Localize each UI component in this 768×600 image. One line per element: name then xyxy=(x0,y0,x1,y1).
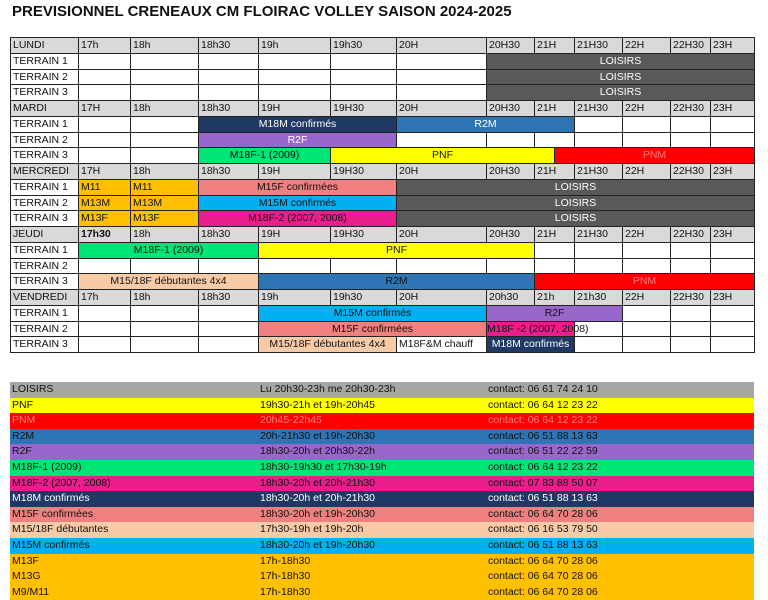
empty-slot xyxy=(396,69,487,86)
legend-contact: contact: 06 51 88 13 63 xyxy=(488,429,598,442)
time-header: 18h30 xyxy=(198,289,259,306)
empty-slot xyxy=(330,84,397,101)
empty-slot xyxy=(78,69,131,86)
legend-row xyxy=(10,460,754,476)
terrain-label: TERRAIN 3 xyxy=(10,84,79,101)
empty-slot xyxy=(670,116,711,133)
terrain-label: TERRAIN 3 xyxy=(10,273,79,290)
legend-hours: 17h-18h30 xyxy=(260,570,311,583)
terrain-label: TERRAIN 1 xyxy=(10,116,79,133)
empty-slot xyxy=(534,132,575,149)
legend-contact: contact: 06 64 70 28 06 xyxy=(488,507,598,520)
time-header: 17H xyxy=(78,100,131,117)
slot-block: M15/18F débutantes 4x4 xyxy=(78,273,259,290)
time-header: 22H xyxy=(622,289,671,306)
time-header: 19H30 xyxy=(330,100,397,117)
slot-block: M13M xyxy=(78,195,131,212)
time-header: 17H xyxy=(78,163,131,180)
empty-slot xyxy=(670,321,711,338)
time-header: 20H30 xyxy=(486,226,535,243)
empty-slot xyxy=(130,258,199,275)
empty-slot xyxy=(396,132,487,149)
day-header: MARDI xyxy=(10,100,79,117)
empty-slot xyxy=(130,84,199,101)
empty-slot xyxy=(622,242,671,259)
empty-slot xyxy=(330,53,397,70)
legend-row xyxy=(10,522,754,538)
time-header: 22H30 xyxy=(670,289,711,306)
legend-contact: contact: 06 64 70 28 06 xyxy=(488,554,598,567)
empty-slot xyxy=(198,84,259,101)
time-header: 23H xyxy=(710,100,755,117)
empty-slot xyxy=(622,305,671,322)
legend-row xyxy=(10,554,754,570)
legend-team: M18M confirmés xyxy=(12,492,90,505)
time-header: 18h xyxy=(130,163,199,180)
legend-team: M9/M11 xyxy=(12,585,50,598)
legend-contact: contact: 06 16 53 79 50 xyxy=(488,523,598,536)
legend-contact: contact: 07 83 88 50 07 xyxy=(488,476,598,489)
legend-row xyxy=(10,507,754,523)
legend-hours: 20h45-22h45 xyxy=(260,414,322,427)
empty-slot xyxy=(78,53,131,70)
legend-hours: 18h30-19h30 et 17h30-19h xyxy=(260,461,387,473)
legend-row xyxy=(10,413,754,429)
time-header: 22H xyxy=(622,226,671,243)
empty-slot xyxy=(198,321,259,338)
time-header: 23H xyxy=(710,289,755,306)
legend-row xyxy=(10,569,754,585)
time-header: 21H xyxy=(534,37,575,54)
empty-slot xyxy=(622,132,671,149)
time-header: 22H xyxy=(622,100,671,117)
empty-slot xyxy=(486,258,535,275)
empty-slot xyxy=(78,258,131,275)
terrain-label: TERRAIN 2 xyxy=(10,258,79,275)
empty-slot xyxy=(670,305,711,322)
empty-slot xyxy=(130,132,199,149)
legend-row xyxy=(10,429,754,445)
time-header: 18h xyxy=(130,100,199,117)
time-header: 20H xyxy=(396,100,487,117)
legend-contact: contact: 06 51 88 13 63 xyxy=(488,539,598,551)
empty-slot xyxy=(710,258,755,275)
empty-slot xyxy=(198,53,259,70)
legend-row xyxy=(10,538,754,554)
slot-block: M18M confirmés xyxy=(486,336,575,353)
slot-block: M15M confirmés xyxy=(258,305,487,322)
terrain-label: TERRAIN 1 xyxy=(10,53,79,70)
legend-team: M15F confirmées xyxy=(12,507,94,520)
legend-team: M15/18F débutantes xyxy=(12,523,109,536)
empty-slot xyxy=(574,336,623,353)
slot-block: M18F-2 (2007, 2008) xyxy=(198,210,397,227)
time-header: 22H xyxy=(622,37,671,54)
legend-hours: 18h30-20h et 20h30-22h xyxy=(260,445,376,458)
time-header: 19H xyxy=(258,226,331,243)
slot-block: R2F xyxy=(486,305,623,322)
empty-slot xyxy=(130,69,199,86)
empty-slot xyxy=(258,69,331,86)
legend-hours: 20h-21h30 et 19h-20h30 xyxy=(260,429,376,442)
empty-slot xyxy=(574,116,623,133)
legend-contact: contact: 06 51 88 13 63 xyxy=(488,492,598,505)
slot-block: M11 xyxy=(130,179,199,196)
legend-row xyxy=(10,491,754,507)
empty-slot xyxy=(198,336,259,353)
legend-hours: 19h30-21h et 19h-20h45 xyxy=(260,398,376,411)
page-title: PREVISIONNEL CRENEAUX CM FLOIRAC VOLLEY SAISON 2024-2025 xyxy=(12,3,512,20)
legend-hours: Lu 20h30-23h me 20h30-23h xyxy=(260,383,396,395)
time-header: 20H30 xyxy=(486,37,535,54)
time-header: 21h30 xyxy=(574,289,623,306)
empty-slot xyxy=(574,242,623,259)
empty-slot xyxy=(574,258,623,275)
empty-slot xyxy=(78,321,131,338)
slot-block: LOISIRS xyxy=(486,53,755,70)
time-header: 18h30 xyxy=(198,226,259,243)
legend-team: M18F-2 (2007, 2008) xyxy=(12,476,111,489)
legend-team: R2F xyxy=(12,445,32,458)
empty-slot xyxy=(330,258,397,275)
empty-slot xyxy=(258,53,331,70)
time-header: 18h30 xyxy=(198,100,259,117)
empty-slot xyxy=(710,242,755,259)
empty-slot xyxy=(396,258,487,275)
empty-slot xyxy=(670,336,711,353)
terrain-label: TERRAIN 1 xyxy=(10,242,79,259)
time-header: 23H xyxy=(710,37,755,54)
legend-contact: contact: 06 64 12 23 22 xyxy=(488,461,598,473)
terrain-label: TERRAIN 1 xyxy=(10,305,79,322)
terrain-label: TERRAIN 2 xyxy=(10,321,79,338)
time-header: 19h xyxy=(258,289,331,306)
empty-slot xyxy=(534,242,575,259)
time-header: 20H xyxy=(396,289,487,306)
slot-block: R2F xyxy=(198,132,397,149)
slot-block: PNM xyxy=(534,273,755,290)
slot-block: PNF xyxy=(258,242,535,259)
empty-slot xyxy=(198,258,259,275)
terrain-label: TERRAIN 1 xyxy=(10,179,79,196)
empty-slot xyxy=(130,53,199,70)
empty-slot xyxy=(622,321,671,338)
time-header: 17h xyxy=(78,289,131,306)
legend-team: R2M xyxy=(12,429,35,442)
empty-slot xyxy=(78,147,131,164)
slot-block: M18M confirmés xyxy=(198,116,397,133)
slot-block: M15F confirmées xyxy=(258,321,487,338)
terrain-label: TERRAIN 3 xyxy=(10,210,79,227)
slot-block: M15M confirmés xyxy=(198,195,397,212)
time-header: 21H xyxy=(534,163,575,180)
time-header: 18h xyxy=(130,226,199,243)
legend-contact: contact: 06 64 12 23 22 xyxy=(488,398,598,411)
time-header: 22H30 xyxy=(670,163,711,180)
day-header: MERCREDI xyxy=(10,163,79,180)
legend-hours: 17h-18h30 xyxy=(260,554,311,567)
time-header: 19h30 xyxy=(330,37,397,54)
empty-slot xyxy=(198,305,259,322)
empty-slot xyxy=(574,132,623,149)
empty-slot xyxy=(258,258,331,275)
time-header: 22H30 xyxy=(670,37,711,54)
legend-hours: 17h-18h30 xyxy=(260,585,311,598)
legend-team: PNM xyxy=(12,414,36,427)
slot-block: LOISIRS xyxy=(486,69,755,86)
slot-block: R2M xyxy=(258,273,535,290)
slot-block: M11 xyxy=(78,179,131,196)
slot-block: LOISIRS xyxy=(396,210,755,227)
empty-slot xyxy=(622,336,671,353)
slot-block: R2M xyxy=(396,116,575,133)
terrain-label: TERRAIN 3 xyxy=(10,147,79,164)
legend-hours: 18h30-20h et 19h-20h30 xyxy=(260,539,376,551)
time-header: 22H30 xyxy=(670,226,711,243)
day-header: VENDREDI xyxy=(10,289,79,306)
empty-slot xyxy=(622,116,671,133)
time-header: 20H30 xyxy=(486,100,535,117)
slot-block: LOISIRS xyxy=(486,84,755,101)
time-header: 18h xyxy=(130,289,199,306)
empty-slot xyxy=(130,147,199,164)
legend-row xyxy=(10,585,754,600)
empty-slot xyxy=(670,132,711,149)
empty-slot xyxy=(710,321,755,338)
time-header: 22H xyxy=(622,163,671,180)
time-header: 23H xyxy=(710,163,755,180)
time-header: 20H30 xyxy=(486,163,535,180)
slot-block: PNF xyxy=(330,147,555,164)
legend-row xyxy=(10,444,754,460)
legend-hours: 18h30-20h et 20h-21h30 xyxy=(260,476,376,489)
empty-slot xyxy=(130,305,199,322)
slot-block: M18F-1 (2009) xyxy=(78,242,259,259)
empty-slot xyxy=(534,258,575,275)
time-header: 19H30 xyxy=(330,226,397,243)
empty-slot xyxy=(396,53,487,70)
time-header: 21H30 xyxy=(574,226,623,243)
legend-hours: 18h30-20h et 20h-21h30 xyxy=(260,492,376,505)
time-header: 23H xyxy=(710,226,755,243)
empty-slot xyxy=(670,242,711,259)
empty-slot xyxy=(130,336,199,353)
empty-slot xyxy=(130,321,199,338)
slot-block: PNM xyxy=(554,147,755,164)
time-header: 20H xyxy=(396,163,487,180)
slot-block: M18F -2 (2007, 2008) xyxy=(486,321,575,338)
day-header: JEUDI xyxy=(10,226,79,243)
legend-team: M13G xyxy=(12,570,41,583)
empty-slot xyxy=(396,84,487,101)
legend-team: M13F xyxy=(12,554,39,567)
empty-slot xyxy=(710,336,755,353)
slot-block: M18F-1 (2009) xyxy=(198,147,331,164)
legend-contact: contact: 06 51 22 22 59 xyxy=(488,445,598,458)
slot-block: LOISIRS xyxy=(396,179,755,196)
slot-block: LOISIRS xyxy=(396,195,755,212)
empty-slot xyxy=(78,84,131,101)
legend-row xyxy=(10,398,754,414)
time-header: 19H xyxy=(258,163,331,180)
time-header: 22H30 xyxy=(670,100,711,117)
empty-slot xyxy=(710,116,755,133)
empty-slot xyxy=(622,258,671,275)
terrain-label: TERRAIN 3 xyxy=(10,336,79,353)
legend-team: M15M confirmés xyxy=(12,539,90,551)
time-header: 20h30 xyxy=(486,289,535,306)
empty-slot xyxy=(130,116,199,133)
time-header: 18h30 xyxy=(198,37,259,54)
empty-slot xyxy=(78,305,131,322)
legend-contact: contact: 06 64 70 28 06 xyxy=(488,570,598,583)
legend-contact: contact: 06 61 74 24 10 xyxy=(488,383,598,395)
empty-slot xyxy=(710,132,755,149)
time-header: 21H30 xyxy=(574,37,623,54)
empty-slot xyxy=(258,84,331,101)
empty-slot xyxy=(198,69,259,86)
legend-team: LOISIRS xyxy=(12,383,54,395)
time-header: 21H30 xyxy=(574,163,623,180)
terrain-label: TERRAIN 2 xyxy=(10,69,79,86)
slot-block: M15F confirmées xyxy=(198,179,397,196)
empty-slot xyxy=(710,305,755,322)
legend-team: PNF xyxy=(12,398,33,411)
time-header: 21H30 xyxy=(574,100,623,117)
legend-contact: contact: 06 64 12 23 22 xyxy=(488,414,598,427)
time-header: 19h xyxy=(258,37,331,54)
time-header: 21H xyxy=(534,226,575,243)
legend-hours: 18h30-20h et 19h-20h30 xyxy=(260,507,376,520)
time-header: 21h xyxy=(534,289,575,306)
time-header: 19H xyxy=(258,100,331,117)
time-header: 19H30 xyxy=(330,163,397,180)
time-header: 21H xyxy=(534,100,575,117)
legend-hours: 17h30-19h et 19h-20h xyxy=(260,523,364,536)
time-header: 17h30 xyxy=(78,226,131,243)
empty-slot xyxy=(330,69,397,86)
empty-slot xyxy=(78,132,131,149)
slot-block: M13M xyxy=(130,195,199,212)
time-header: 18h30 xyxy=(198,163,259,180)
slot-block: M15/18F débutantes 4x4 xyxy=(258,336,397,353)
time-header: 20H xyxy=(396,37,487,54)
schedule-grid xyxy=(10,37,754,352)
empty-slot xyxy=(78,116,131,133)
legend-team: M18F-1 (2009) xyxy=(12,461,82,473)
time-header: 20H xyxy=(396,226,487,243)
terrain-label: TERRAIN 2 xyxy=(10,132,79,149)
legend-contact: contact: 06 64 70 28 06 xyxy=(488,585,598,598)
legend-row xyxy=(10,382,754,398)
time-header: 18h xyxy=(130,37,199,54)
empty-slot xyxy=(670,258,711,275)
terrain-label: TERRAIN 2 xyxy=(10,195,79,212)
day-header: LUNDI xyxy=(10,37,79,54)
slot-block: M18F&M chauff xyxy=(396,336,487,353)
legend-row xyxy=(10,476,754,492)
time-header: 17h xyxy=(78,37,131,54)
time-header: 19h30 xyxy=(330,289,397,306)
slot-block: M13F xyxy=(130,210,199,227)
slot-block: M13F xyxy=(78,210,131,227)
empty-slot xyxy=(78,336,131,353)
empty-slot xyxy=(486,132,535,149)
